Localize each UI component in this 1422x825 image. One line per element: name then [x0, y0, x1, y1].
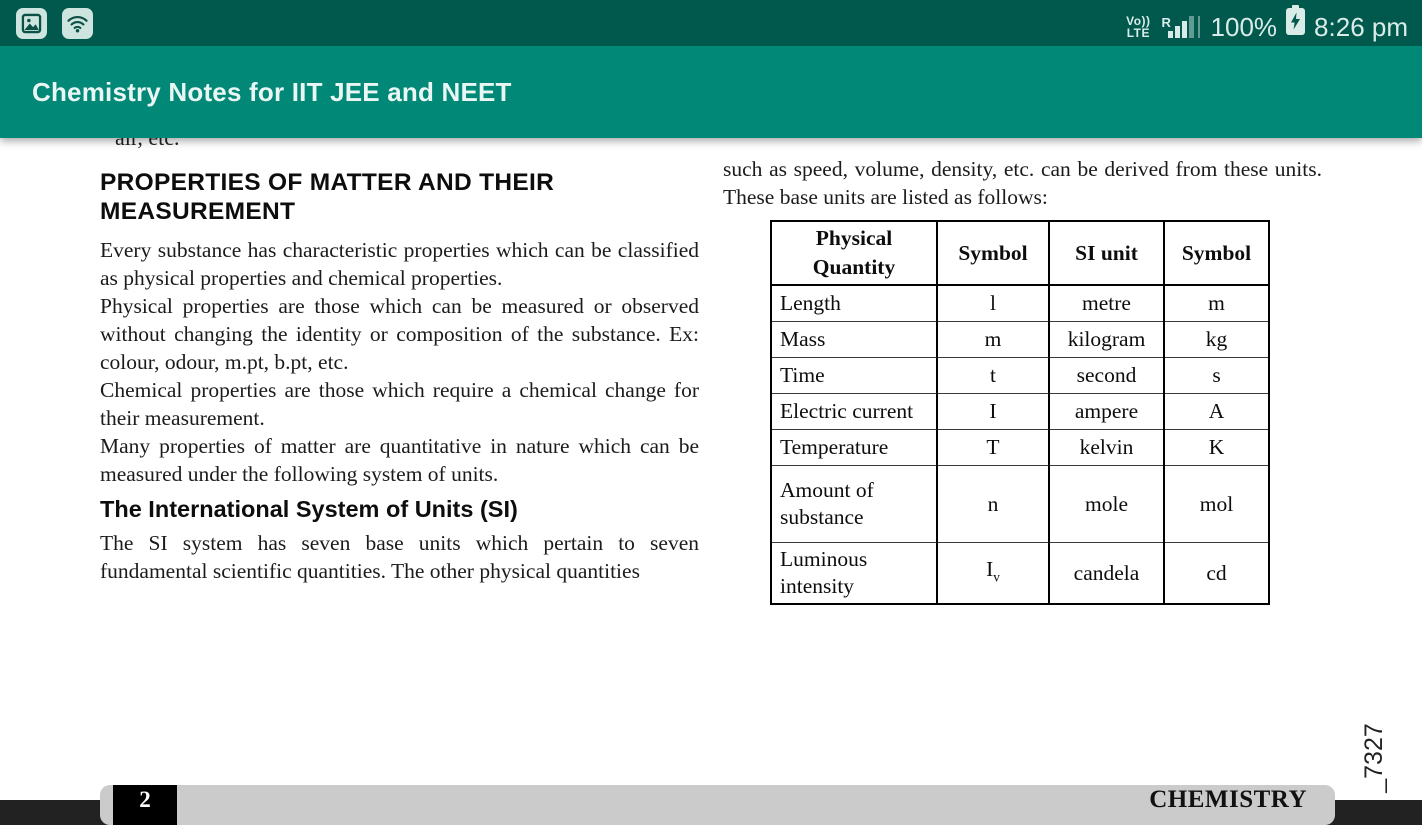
cell-unit-symbol: m: [1164, 285, 1269, 322]
cell-unit-symbol: A: [1164, 394, 1269, 430]
subsection-heading: The International System of Units (SI): [100, 496, 518, 522]
app-title: Chemistry Notes for IIT JEE and NEET: [32, 76, 512, 107]
table-row: [771, 285, 1269, 322]
table-row: [771, 466, 1269, 543]
cell-symbol: t: [937, 358, 1049, 394]
status-bar[interactable]: [0, 0, 1422, 46]
page-number-badge: 2: [113, 785, 177, 825]
clock: 8:26 pm: [1314, 11, 1408, 42]
gallery-icon: [16, 8, 47, 39]
cell-quantity: Electric current: [771, 394, 937, 430]
cell-symbol: n: [937, 466, 1049, 543]
table-row: [771, 430, 1269, 466]
rotated-margin-text: _7327: [1359, 723, 1388, 793]
table-row: [771, 394, 1269, 430]
paragraph: such as speed, volume, density, etc. can be derived from these units. These base units are listed as follows:: [723, 157, 1322, 209]
volte-top-label: Vo)): [1126, 13, 1151, 28]
cell-unit-symbol: mol: [1164, 466, 1269, 543]
pdf-page-viewer[interactable]: [0, 138, 1422, 800]
wifi-icon: [62, 8, 93, 39]
table-header-row: [771, 221, 1269, 285]
cell-si-unit: metre: [1049, 285, 1164, 322]
cell-unit-symbol: K: [1164, 430, 1269, 466]
paragraph: Many properties of matter are quantitative in nature which can be measured under the following system of units.: [100, 434, 699, 486]
header-si-unit: SI unit: [1049, 221, 1164, 285]
paragraph: Physical properties are those which can be measured or observed without changing the identity or composition of the substance. Ex: colour, odour, m.pt, b.pt, etc.: [100, 294, 699, 374]
notification-icons: [16, 8, 93, 39]
battery-charging-icon: [1286, 5, 1305, 42]
cell-quantity: Luminous intensity: [771, 543, 937, 605]
cell-symbol: T: [937, 430, 1049, 466]
page-footer-bar: [100, 785, 1335, 825]
cell-si-unit: ampere: [1049, 394, 1164, 430]
cell-unit-symbol: kg: [1164, 322, 1269, 358]
roaming-indicator: R: [1161, 14, 1171, 30]
cell-quantity: Length: [771, 285, 937, 322]
cell-symbol: m: [937, 322, 1049, 358]
paragraph: The SI system has seven base units which pertain to seven fundamental scientific quantities. The other physical quantities: [100, 531, 699, 583]
table-row: [771, 358, 1269, 394]
table-row: [771, 543, 1269, 605]
cell-symbol: $I_v$: [937, 543, 1049, 605]
header-unit-symbol: Symbol: [1164, 221, 1269, 285]
volte-bottom-label: LTE: [1126, 25, 1150, 40]
left-column: [100, 138, 699, 585]
right-column: [723, 138, 1322, 605]
cell-si-unit: mole: [1049, 466, 1164, 543]
cell-si-unit: kilogram: [1049, 322, 1164, 358]
section-heading: PROPERTIES OF MATTER AND THEIR MEASUREMENT: [100, 169, 555, 225]
cell-quantity: Amount of substance: [771, 466, 937, 543]
paragraph: Every substance has characteristic properties which can be classified as physical properties and chemical properties.: [100, 238, 699, 290]
status-indicators: [1126, 5, 1408, 42]
battery-percent: 100%: [1210, 11, 1278, 42]
cell-unit-symbol: cd: [1164, 543, 1269, 605]
volte-icon: [1126, 15, 1150, 42]
paragraph: Chemical properties are those which require a chemical change for their measurement.: [100, 378, 699, 430]
cell-quantity: Temperature: [771, 430, 937, 466]
cell-unit-symbol: s: [1164, 358, 1269, 394]
signal-strength-icon: [1160, 8, 1202, 42]
header-physical-quantity: Physical Quantity: [771, 221, 937, 285]
cell-si-unit: kelvin: [1049, 430, 1164, 466]
cell-si-unit: second: [1049, 358, 1164, 394]
cell-symbol: l: [937, 285, 1049, 322]
cell-quantity: Mass: [771, 322, 937, 358]
cell-quantity: Time: [771, 358, 937, 394]
si-units-table: [770, 220, 1270, 605]
cell-si-unit: candela: [1049, 543, 1164, 605]
cell-symbol: I: [937, 394, 1049, 430]
header-symbol: Symbol: [937, 221, 1049, 285]
app-bar: [0, 46, 1422, 138]
footer-subject-label: CHEMISTRY: [1149, 786, 1307, 813]
table-row: [771, 322, 1269, 358]
